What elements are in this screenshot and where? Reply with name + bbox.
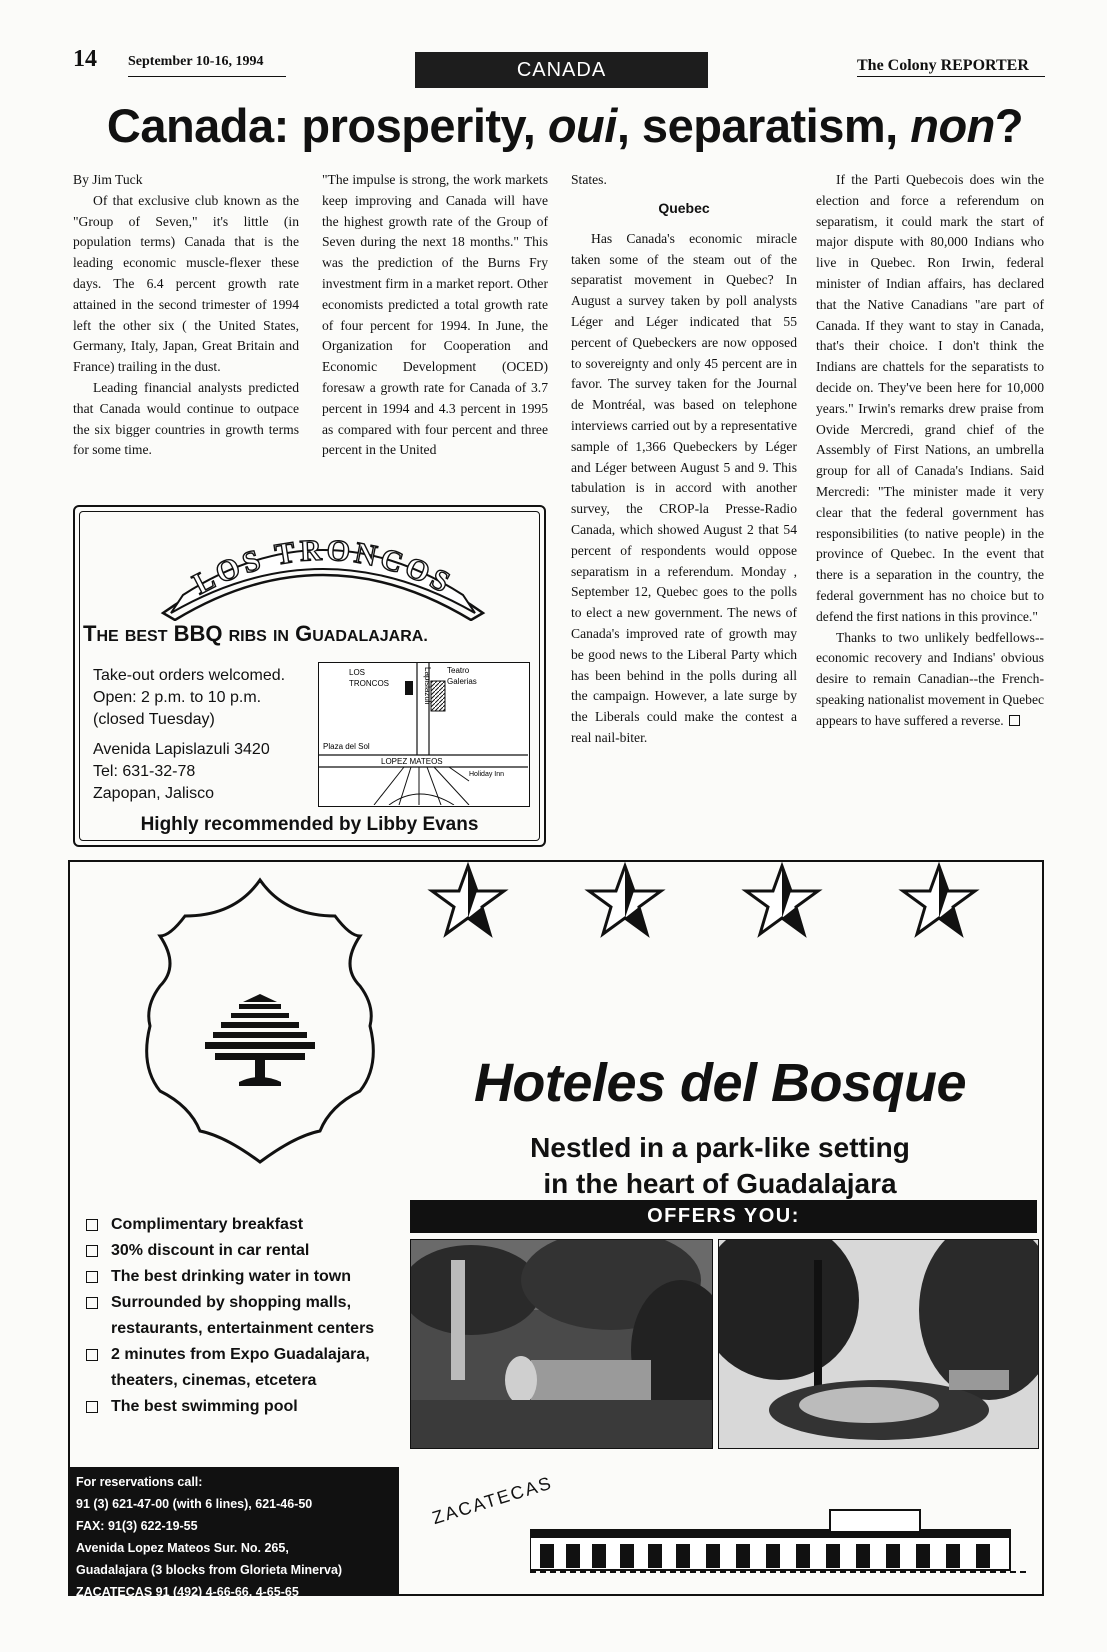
byline: By Jim Tuck — [73, 172, 143, 187]
section-banner: CANADA — [415, 52, 708, 88]
article-paragraph: States. — [571, 172, 607, 187]
hotel-name: Hoteles del Bosque — [473, 1053, 967, 1113]
rating-stars — [410, 854, 1040, 944]
header-rule-left — [128, 76, 286, 77]
location-map — [318, 662, 530, 807]
article-paragraph: Thanks to two unlikely bedfellows--economic recovery and Indians' obvious desire to remain Canadian--the French-speaking nationalist movement in Quebec appears to have suffered a reverse. — [816, 629, 1045, 728]
reservations-address-2: Guadalajara (3 blocks from Glorieta Minerva) — [76, 1563, 343, 1577]
map-label-lopez: LOPEZ MATEOS — [381, 757, 443, 766]
map-label-holiday: Holiday Inn — [469, 771, 505, 778]
address-text: Avenida Lapislazuli 3420 — [93, 741, 270, 758]
pool-photo — [718, 1239, 1039, 1449]
reservations-zacatecas: ZACATECAS 91 (492) 4-66-66, 4-65-65 — [76, 1585, 299, 1599]
list-item: The best swimming pool — [84, 1394, 404, 1420]
map-label-troncos: TRONCOS — [349, 679, 389, 688]
hotel-advertisement — [68, 860, 1044, 1599]
end-of-story-icon — [1009, 715, 1020, 726]
bbq-advertisement — [73, 505, 546, 847]
takeout-text: Take-out orders welcomed. — [93, 667, 286, 684]
logo-text: LOS TRONCOS — [187, 533, 459, 601]
list-item: 30% discount in car rental — [84, 1238, 404, 1264]
map-label-plaza: Plaza del Sol — [323, 742, 370, 751]
closed-text: (closed Tuesday) — [93, 711, 215, 728]
article-column-3 — [571, 170, 797, 749]
article-column-1 — [73, 170, 299, 461]
hours-text: Open: 2 p.m. to 10 p.m. — [93, 689, 262, 706]
newspaper-name: The Colony REPORTER — [857, 57, 1029, 74]
page-number: 14 — [73, 46, 97, 72]
issue-date: September 10-16, 1994 — [128, 54, 264, 69]
reservations-address: Avenida Lopez Mateos Sur. No. 265, — [76, 1541, 289, 1555]
map-label-street: Lapislazuli — [423, 667, 432, 705]
los-troncos-logo — [153, 525, 493, 621]
list-item: The best drinking water in town — [84, 1264, 404, 1290]
hotel-building-illustration — [530, 1500, 1030, 1575]
star-icon — [903, 866, 975, 934]
header-rule-right — [857, 76, 1045, 77]
reservations-fax: FAX: 91(3) 622-19-55 — [76, 1519, 198, 1533]
star-icon — [432, 866, 504, 934]
article-paragraph: Leading financial analysts predicted that Canada would continue to outpace the six bigger countries in growth terms for some time. — [73, 379, 299, 458]
list-item: Surrounded by shopping malls, restaurants, entertainment centers — [84, 1290, 404, 1342]
article-column-2 — [322, 170, 548, 461]
article-paragraph: If the Parti Quebecois does win the election and force a referendum on separatism, it could mark the start of major dispute with 80,000 Indians who live in Quebec. Ron Irwin, federal minister of Indian affairs, has declared that the Native Canadians "are part of Canada. If they want to stay in Canada, that's their choice. I don't think the Indians are chattels for the separatists to decide on. They've been here for 10,000 years." Irwin's remarks drew praise from Ovide Mercredi, grand chief of the Assembly of First Nations, an umbrella group for all of Canada's Indians. Said Mercredi: "The minister made it very clear that the federal government has responsibilities (to native people) in the province of Quebec. In the event that there is a separation in the country, the federal government has no choice but to defend the first nations in this province." — [816, 172, 1044, 624]
reservations-label: For reservations call: — [76, 1475, 203, 1489]
recommendation: Highly recommended by Libby Evans — [140, 814, 479, 835]
offers-banner: OFFERS YOU: — [410, 1200, 1037, 1233]
article-paragraph: Of that exclusive club known as the "Group of Seven," it's little (in population terms) Canada that is the leading economic muscle-flexer these days. The 6.4 percent growth rate attained in the second trimester of 1994 left the other six ( the United States, Germany, Italy, Japan, Great Britain and France) trailing in the dust. — [73, 192, 299, 375]
reservations-box — [70, 1467, 399, 1599]
amenities-list — [84, 1212, 404, 1420]
star-icon — [746, 866, 818, 934]
subhead-quebec: Quebec — [658, 199, 710, 216]
headline: Canada: prosperity, oui, separatism, non? — [106, 99, 1024, 152]
hotel-subtitle: Nestled in a park-like setting in the heart of Guadalajara — [530, 1132, 910, 1199]
map-drawing — [319, 663, 528, 805]
map-label-los: LOS — [349, 668, 366, 677]
cedar-emblem-icon — [135, 876, 385, 1166]
bbq-details — [93, 665, 285, 805]
list-item: 2 minutes from Expo Guadalajara, theaters, cinemas, etcetera — [84, 1342, 404, 1394]
city-text: Zapopan, Jalisco — [93, 785, 214, 802]
zacatecas-label: ZACATECAS — [429, 1472, 555, 1529]
bbq-tagline: THE BEST BBQ RIBS IN GUADALAJARA. — [83, 621, 428, 646]
garden-photo — [410, 1239, 713, 1449]
article-paragraph: Has Canada's economic miracle taken some of the steam out of the separatist movement in Quebec? In August a survey taken by poll analysts Léger and Léger indicated that 55 percent of Quebeckers are now opposed to sovereignty and only 45 percent are in favor. The survey taken for the Journal de Montréal, was based on telephone interviews carried out by a representative sample of 1,366 Quebeckers by Léger and Léger between August 5 and 9. This tabulation is in accord with another survey, the CROP-la Presse-Radio Canada, which showed August 2 that 54 percent of respondents would oppose separatism in a referendum. Monday , September 12, Quebec goes to the polls to elect a new government. The news of Canada's improved rate of growth may be good news to the Liberal Party which has been behind in the polls during all the campaign. However, a late surge by the Liberals could make the contest a real nail-biter. — [571, 230, 797, 745]
article-column-4 — [816, 170, 1044, 732]
star-icon — [589, 866, 661, 934]
phone-text: Tel: 631-32-78 — [93, 763, 196, 780]
reservations-phones: 91 (3) 621-47-00 (with 6 lines), 621-46-50 — [76, 1497, 313, 1511]
article-paragraph: "The impulse is strong, the work markets keep improving and Canada will have the highest growth rate of the Group of Seven during the next 18 months." This was the prediction of the Burns Fry investment firm in a market report. Other economists predicted a total growth rate of four percent for 1994. In June, the Organization for Cooperation and Economic Development (OCED) foresaw a growth rate for Canada of 3.7 percent in 1994 and 4.3 percent in 1995 as compared with four percent and three percent in the United — [322, 172, 548, 458]
map-label-galerias: Galerias — [447, 677, 477, 686]
map-label-teatro: Teatro — [447, 666, 470, 675]
list-item: Complimentary breakfast — [84, 1212, 404, 1238]
